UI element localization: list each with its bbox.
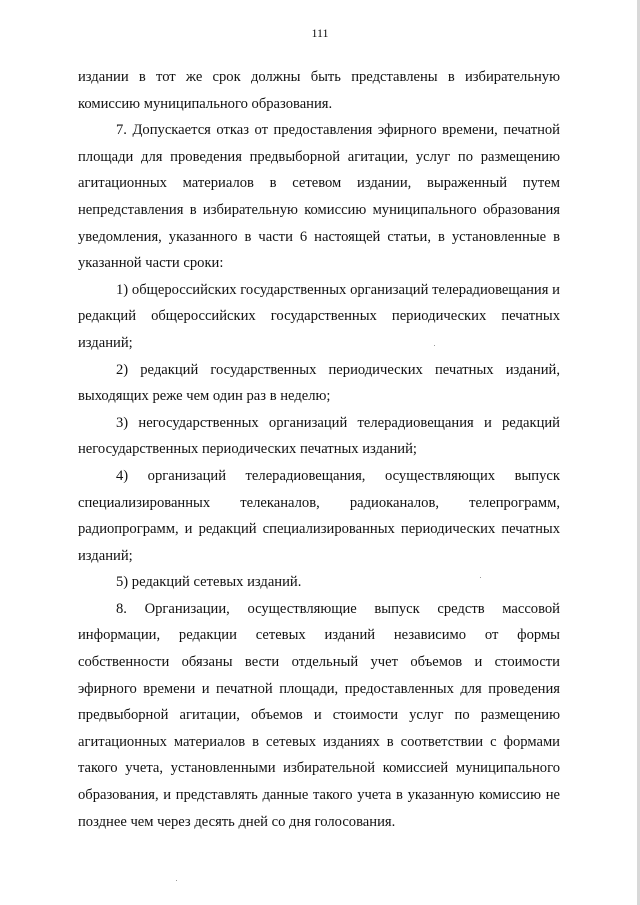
scan-speck xyxy=(176,880,177,881)
list-item-2: 2) редакций государственных периодических печатных изданий, выходящих реже чем один раз в неделю; xyxy=(78,361,560,405)
document-body xyxy=(78,64,560,835)
scan-speck xyxy=(434,345,435,346)
paragraph-continuation: издании в тот же срок должны быть представлены в избирательную комиссию муниципального образования. xyxy=(78,69,560,112)
list-item-3: 3) негосударственных организаций телерадиовещания и редакций негосударственных периодических печатных изданий; xyxy=(78,414,560,458)
list-item-1: 1) общероссийских государственных организаций телерадиовещания и редакций общероссийских государственных периодических печатных изданий; xyxy=(78,281,560,351)
list-item-4: 4) организаций телерадиовещания, осуществляющих выпуск специализированных телеканалов, радиоканалов, телепрограмм, радиопрограмм, и редакций специализированных периодических печатных изданий; xyxy=(78,467,560,564)
paragraph-clause-7: 7. Допускается отказ от предоставления эфирного времени, печатной площади для проведения предвыборной агитации, услуг по размещению агитационных материалов в сетевом издании, выраженный путем непредставления в избирательную комиссию муниципального образования уведомления, указанного в части 6 настоящей статьи, в установленные в указанной части сроки: xyxy=(78,122,560,272)
page-number: 111 xyxy=(311,26,329,40)
paragraph-clause-8: 8. Организации, осуществляющие выпуск средств массовой информации, редакции сетевых изданий независимо от формы собственности обязаны вести отдельный учет объемов и стоимости эфирного времени и печатной площади, предоставленных для проведения предвыборной агитации, объемов и стоимости услуг по размещению агитационных материалов в сетевых изданиях в соответствии с формами такого учета, установленными избирательной комиссией муниципального образования, и представлять данные такого учета в указанную комиссию не позднее чем через десять дней со дня голосования. xyxy=(78,600,560,830)
scan-speck xyxy=(480,577,481,578)
list-item-5: 5) редакций сетевых изданий. xyxy=(116,574,302,591)
